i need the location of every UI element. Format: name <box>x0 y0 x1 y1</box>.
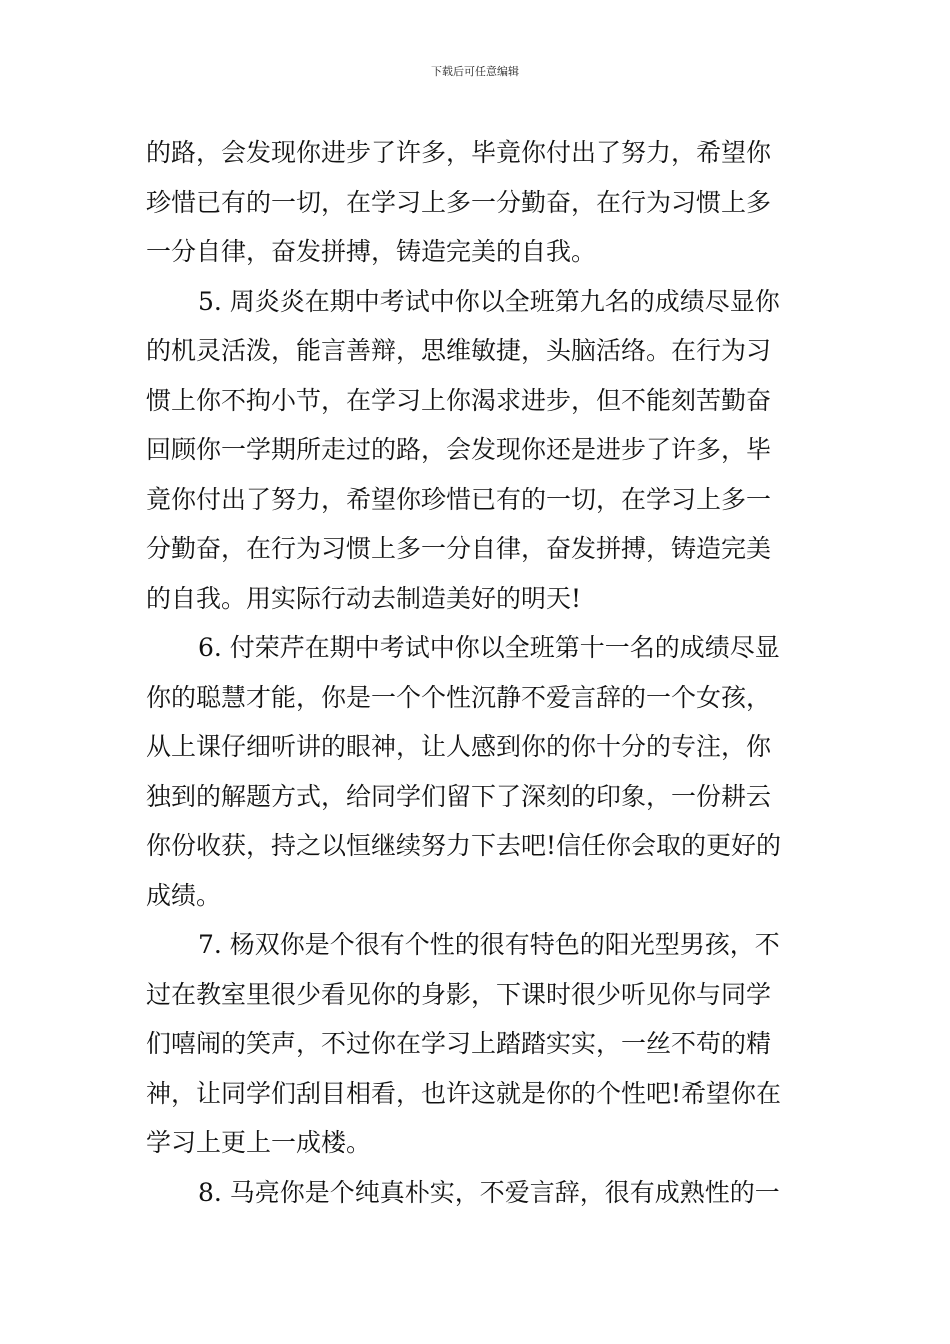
text-line: 分勤奋，在行为习惯上多一分自律，奋发拼搏，铸造完美 <box>146 534 772 563</box>
page-header: 下载后可任意编辑 <box>431 65 519 78</box>
text-line: 过在教室里很少看见你的身影，下课时很少听见你与同学 <box>146 979 772 1009</box>
text-line: 你份收获，持之以恒继续努力下去吧!信任你会取的更好的 <box>146 831 782 860</box>
paragraph-item-5 <box>146 277 806 624</box>
text-line: 惯上你不拘小节，在学习上你渴求进步，但不能刻苦勤奋 <box>146 385 772 415</box>
paragraph-item-6 <box>146 623 806 920</box>
paragraph-item-8 <box>146 1168 806 1218</box>
text-line: 的自我。用实际行动去制造美好的明天! <box>146 583 582 613</box>
text-line: 独到的解题方式，给同学们留下了深刻的印象，一份耕云 <box>146 781 772 811</box>
text-line: 5. 周炎炎在期中考试中你以全班第九名的成绩尽显你 <box>198 286 780 316</box>
text-line: 一分自律，奋发拼搏，铸造完美的自我。 <box>146 237 597 266</box>
text-line: 8. 马亮你是个纯真朴实，不爱言辞，很有成熟性的一 <box>198 1177 780 1207</box>
text-line: 7. 杨双你是个很有个性的很有特色的阳光型男孩，不 <box>198 930 780 959</box>
text-line: 学习上更上一成楼。 <box>146 1128 372 1157</box>
text-line: 神，让同学们刮目相看，也许这就是你的个性吧!希望你在 <box>146 1078 782 1108</box>
document-body <box>146 128 806 1217</box>
text-line: 们嘻闹的笑声，不过你在学习上踏踏实实，一丝不苟的精 <box>146 1029 772 1058</box>
paragraph-continuation <box>146 128 806 277</box>
text-line: 的路，会发现你进步了许多，毕竟你付出了努力，希望你 <box>146 138 772 167</box>
paragraph-item-7 <box>146 920 806 1168</box>
text-line: 回顾你一学期所走过的路，会发现你还是进步了许多，毕 <box>146 435 772 464</box>
text-line: 的机灵活泼，能言善辩，思维敏捷，头脑活络。在行为习 <box>146 336 772 365</box>
text-line: 成绩。 <box>146 880 222 910</box>
text-line: 竟你付出了努力，希望你珍惜已有的一切，在学习上多一 <box>146 484 772 514</box>
text-line: 珍惜已有的一切，在学习上多一分勤奋，在行为习惯上多 <box>146 187 772 217</box>
text-line: 6. 付荣芹在期中考试中你以全班第十一名的成绩尽显 <box>198 633 780 662</box>
text-line: 从上课仔细听讲的眼神，让人感到你的你十分的专注，你 <box>146 732 772 761</box>
text-line: 你的聪慧才能，你是一个个性沉静不爱言辞的一个女孩， <box>146 682 772 712</box>
